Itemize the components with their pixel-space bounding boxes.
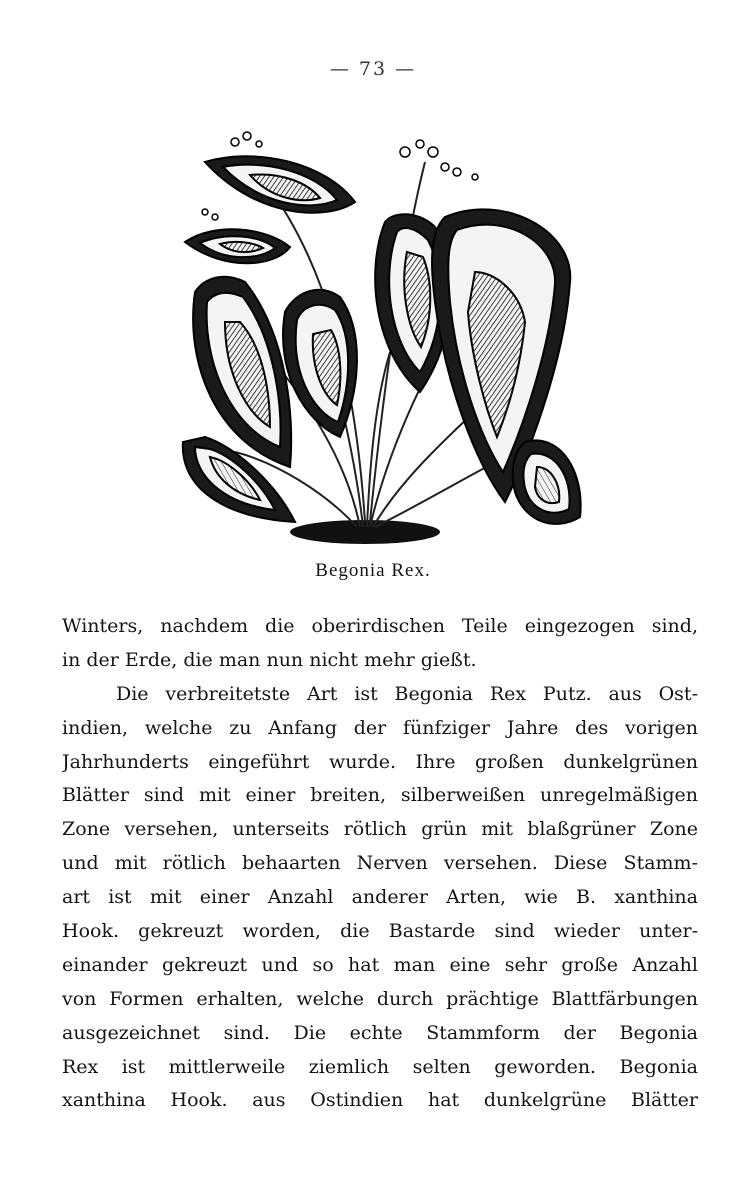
text-line: ausgezeichnet sind. Die echte Stammform der Begonia bbox=[62, 1021, 698, 1044]
text-line: einander gekreuzt und so hat man eine sehr große Anzahl bbox=[62, 953, 698, 976]
text-line: Blätter sind mit einer breiten, silberweißen unregelmäßigen bbox=[62, 784, 698, 807]
figure-caption: Begonia Rex. bbox=[315, 560, 431, 581]
text-line: und mit rötlich behaarten Nerven versehen. Diese Stamm- bbox=[62, 852, 698, 875]
text-line: Zone versehen, unterseits rötlich grün mit blaßgrüner Zone bbox=[62, 818, 698, 841]
text-line: Hook. gekreuzt worden, die Bastarde sind wieder unter- bbox=[62, 920, 698, 943]
begonia-rex-illustration bbox=[175, 122, 595, 552]
text-line: Winters, nachdem die oberirdischen Teile eingezogen sind, bbox=[62, 615, 698, 637]
text-line: Die verbreitetste Art ist Begonia Rex Putz. aus Ost- bbox=[116, 682, 698, 705]
text-line: indien, welche zu Anfang der fünfziger Jahre des vorigen bbox=[62, 716, 698, 739]
text-line: art ist mit einer Anzahl anderer Arten, wie B. xanthina bbox=[62, 886, 698, 909]
text-line: Rex ist mittlerweile ziemlich selten geworden. Begonia bbox=[62, 1055, 698, 1078]
text-line: in der Erde, die man nun nicht mehr gießt. bbox=[62, 648, 477, 671]
text-line: Jahrhunderts eingeführt wurde. Ihre großen dunkelgrünen bbox=[62, 750, 698, 773]
body-text bbox=[62, 610, 698, 1118]
page-number: — 73 — bbox=[329, 58, 417, 80]
text-line: xanthina Hook. aus Ostindien hat dunkelgrüne Blätter bbox=[62, 1089, 698, 1112]
text-line: von Formen erhalten, welche durch prächtige Blattfärbungen bbox=[62, 987, 698, 1010]
